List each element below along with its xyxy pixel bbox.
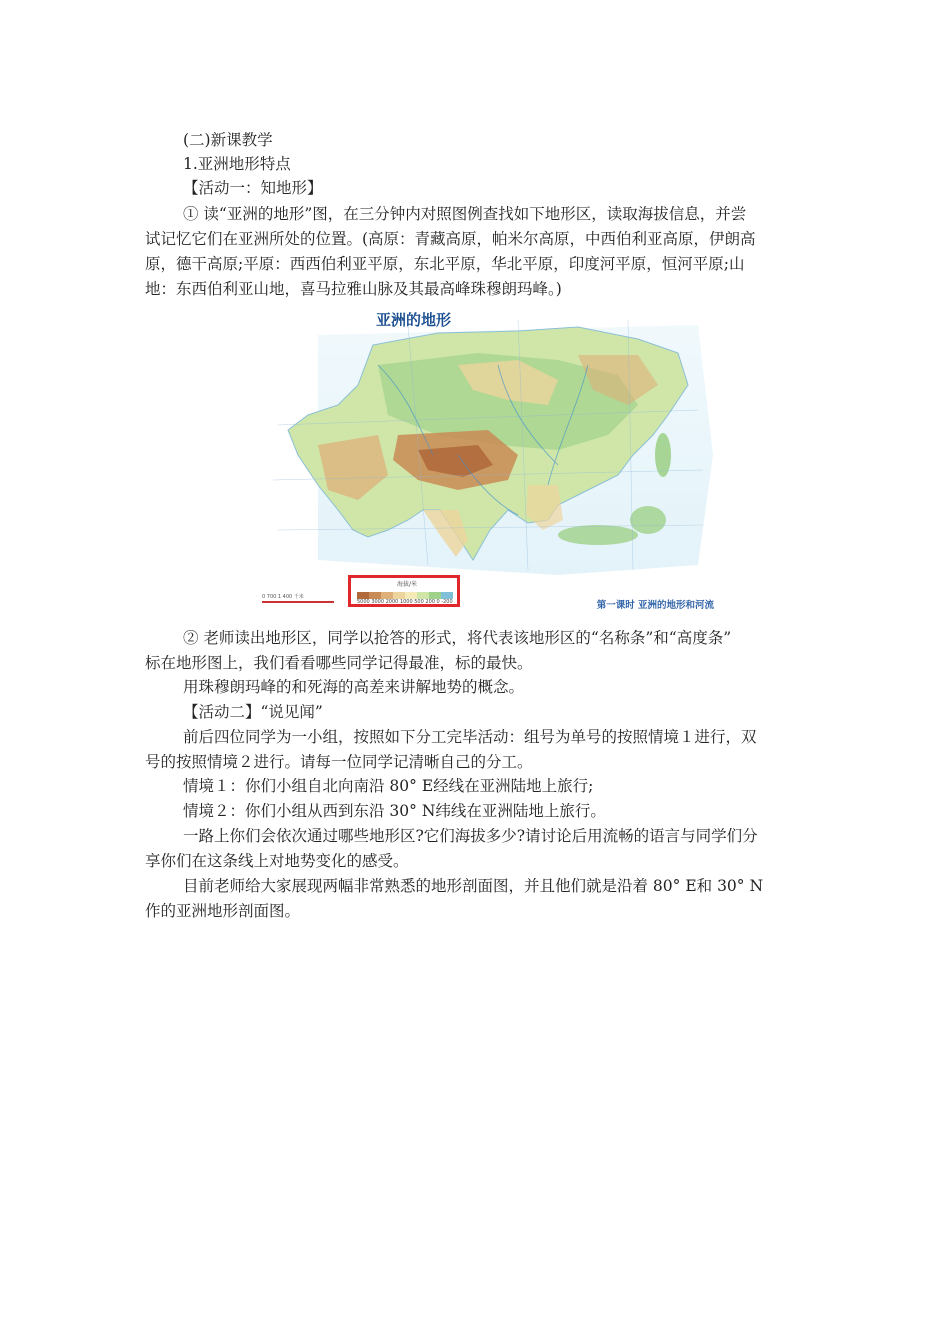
sub-heading: 1.亚洲地形特点 — [183, 155, 291, 173]
map-caption: 第一课时 亚洲的地形和河流 — [596, 600, 714, 611]
conclusion-line: 目前老师给大家展现两幅非常熟悉的地形剖面图，并且他们就是沿着 80° E和 30° N — [183, 877, 764, 895]
discussion-line: 一路上你们会依次通过哪些地形区?它们海拔多少?请讨论后用流畅的语言与同学们分 — [183, 827, 758, 845]
legend-values: 5000 3000 2000 1000 500 200 0 -200 — [357, 599, 453, 605]
map-scale-bar — [262, 601, 334, 603]
activity2-line: 前后四位同学为一小组，按照如下分工完毕活动：组号为单号的按照情境１进行，双 — [183, 728, 757, 746]
activity1-line: 试记忆它们在亚洲所处的位置。(高原：青藏高原，帕米尔高原，中西伯利亚高原，伊朗高 — [145, 230, 756, 248]
scene2-line: 情境２：你们小组从西到东沿 30° N纬线在亚洲陆地上旅行。 — [183, 802, 606, 820]
section-heading: (二)新课教学 — [183, 131, 273, 149]
discussion-line: 享你们在这条线上对地势变化的感受。 — [145, 852, 409, 870]
activity1-line: 原，德干高原;平原：西西伯利亚平原，东北平原，华北平原，印度河平原，恒河平原;山 — [145, 255, 745, 273]
legend-swatch — [393, 592, 405, 599]
legend-swatch — [369, 592, 381, 599]
legend-color-bar — [357, 592, 453, 599]
activity1-line: 地：东西伯利亚山地，喜马拉雅山脉及其最高峰珠穆朗玛峰。) — [145, 280, 562, 298]
asia-map-image — [258, 305, 718, 613]
elevation-legend — [348, 575, 460, 607]
legend-swatch — [429, 592, 441, 599]
asia-terrain-map — [258, 305, 718, 613]
teacher-line: 标在地形图上，我们看看哪些同学记得最准，标的最快。 — [145, 654, 533, 672]
teacher-line: ② 老师读出地形区，同学以抢答的形式，将代表该地形区的“名称条”和“高度条” — [183, 629, 732, 647]
relief-line: 用珠穆朗玛峰的和死海的高差来讲解地势的概念。 — [183, 678, 525, 696]
activity2-title: 【活动二】“说见闻” — [183, 703, 323, 721]
map-scale-label: 0 700 1 400 千米 — [262, 594, 304, 600]
activity1-title: 【活动一：知地形】 — [183, 179, 323, 197]
legend-title: 海拔/米 — [397, 581, 418, 588]
conclusion-line: 作的亚洲地形剖面图。 — [145, 902, 301, 920]
legend-swatch — [405, 592, 417, 599]
activity1-line: ① 读“亚洲的地形”图，在三分钟内对照图例查找如下地形区，读取海拔信息，并尝 — [183, 205, 747, 223]
scene1-line: 情境１：你们小组自北向南沿 80° E经线在亚洲陆地上旅行; — [183, 777, 594, 795]
legend-swatch — [417, 592, 429, 599]
legend-swatch — [441, 592, 453, 599]
map-title: 亚洲的地形 — [376, 311, 452, 329]
legend-swatch — [357, 592, 369, 599]
activity2-line: 号的按照情境２进行。请每一位同学记清晰自己的分工。 — [145, 753, 533, 771]
legend-swatch — [381, 592, 393, 599]
